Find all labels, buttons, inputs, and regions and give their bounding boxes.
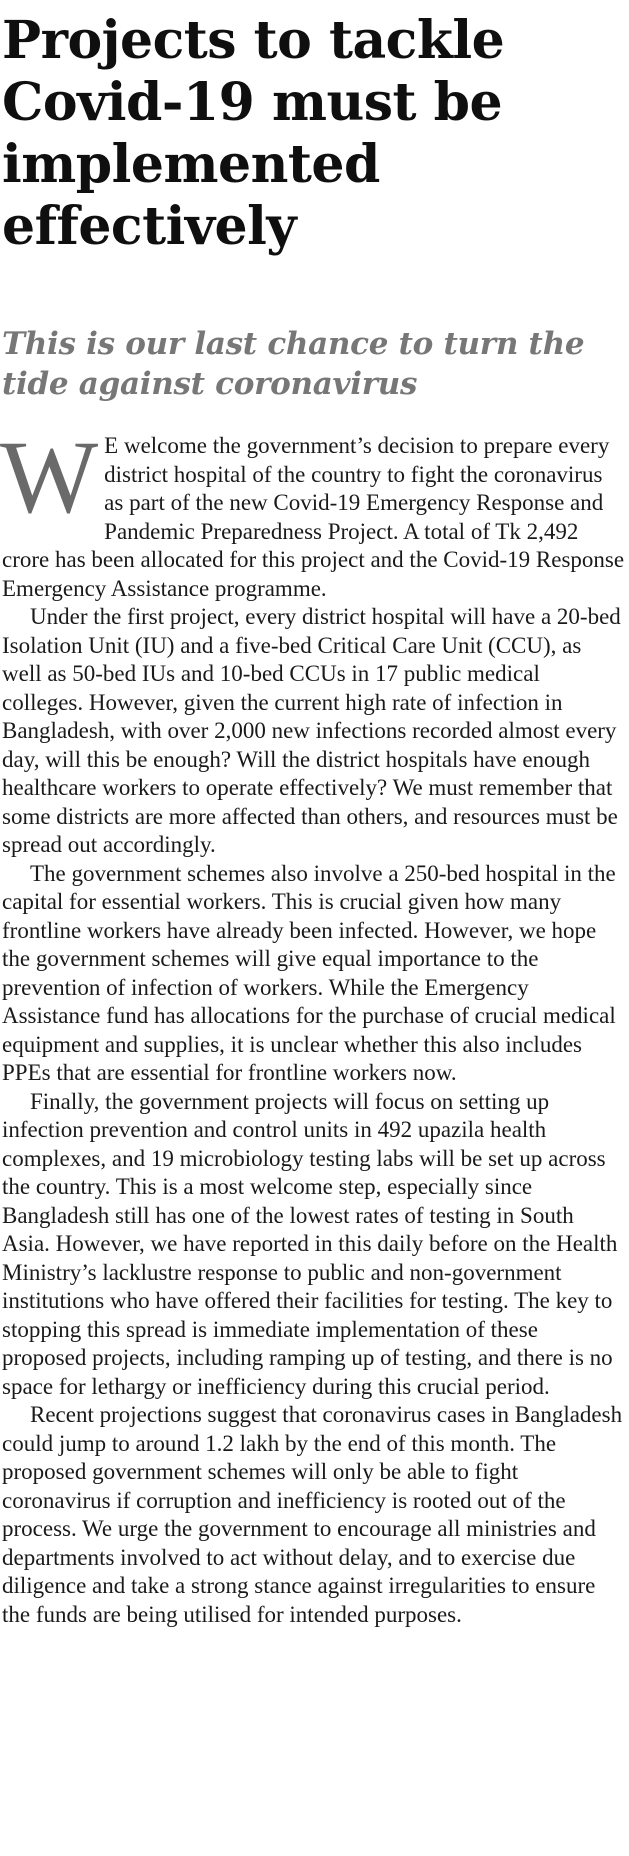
paragraph-1 — [0, 420, 626, 603]
headline: Projects to tackle Covid-19 must be implemented effectively — [2, 10, 505, 257]
paragraph-2: Under the first project, every district hospital will have a 20-bed Isolation Unit (IU) and a five-bed Critical Care Unit (CCU), as well as 50-bed IUs and 10-bed CCUs in 17 public medical colleges. However, given the current high rate of infection in Bangladesh, with over 2,000 new infections recorded almost every day, will this be enough? Will the district hospitals have enough healthcare workers to operate effectively? We must remember that some districts are more affected than others, and resources must be spread out accordingly. — [2, 604, 621, 857]
subheadline: This is our last chance to turn the tide against coronavirus — [2, 326, 585, 402]
paragraph-4: Finally, the government projects will focus on setting up infection prevention and control units in 492 upazila health complexes, and 19 microbiology testing labs will be set up across the country. This is a most welcome step, especially since Bangladesh still has one of the lowest rates of testing in South Asia. However, we have reported in this daily before on the Health Ministry’s lacklustre response to public and non-government institutions who have offered their facilities for testing. The key to stopping this spread is immediate implementation of these proposed projects, including ramping up of testing, and there is no space for lethargy or inefficiency during this crucial period. — [2, 1088, 618, 1399]
paragraph-5: Recent projections suggest that coronavirus cases in Bangladesh could jump to around 1.2 lakh by the end of this month. The proposed government schemes will only be able to fight coronavirus if corruption and inefficiency is rooted out of the process. We urge the government to encourage all ministries and departments involved to act without delay, and to exercise due diligence and take a strong stance against irregularities to ensure the funds are being utilised for intended purposes. — [2, 1402, 623, 1627]
article-body — [0, 420, 626, 1629]
paragraph-3: The government schemes also involve a 250-bed hospital in the capital for essential workers. This is crucial given how many frontline workers have already been infected. However, we hope the government schemes will give equal importance to the prevention of infection of workers. While the Emergency Assistance fund has allocations for the purchase of crucial medical equipment and supplies, it is unclear whether this also includes PPEs that are essential for frontline workers now. — [2, 860, 616, 1085]
paragraph-1-text: E welcome the government’s decision to prepare every district hospital of the country to fight the coronavirus as part of the new Covid-19 Emergency Response and Pandemic Preparedness Project. A total of Tk 2,492 crore has been allocated for this project and the Covid-19 Response Emergency Assistance programme. — [2, 433, 625, 601]
drop-cap: W — [0, 420, 99, 535]
